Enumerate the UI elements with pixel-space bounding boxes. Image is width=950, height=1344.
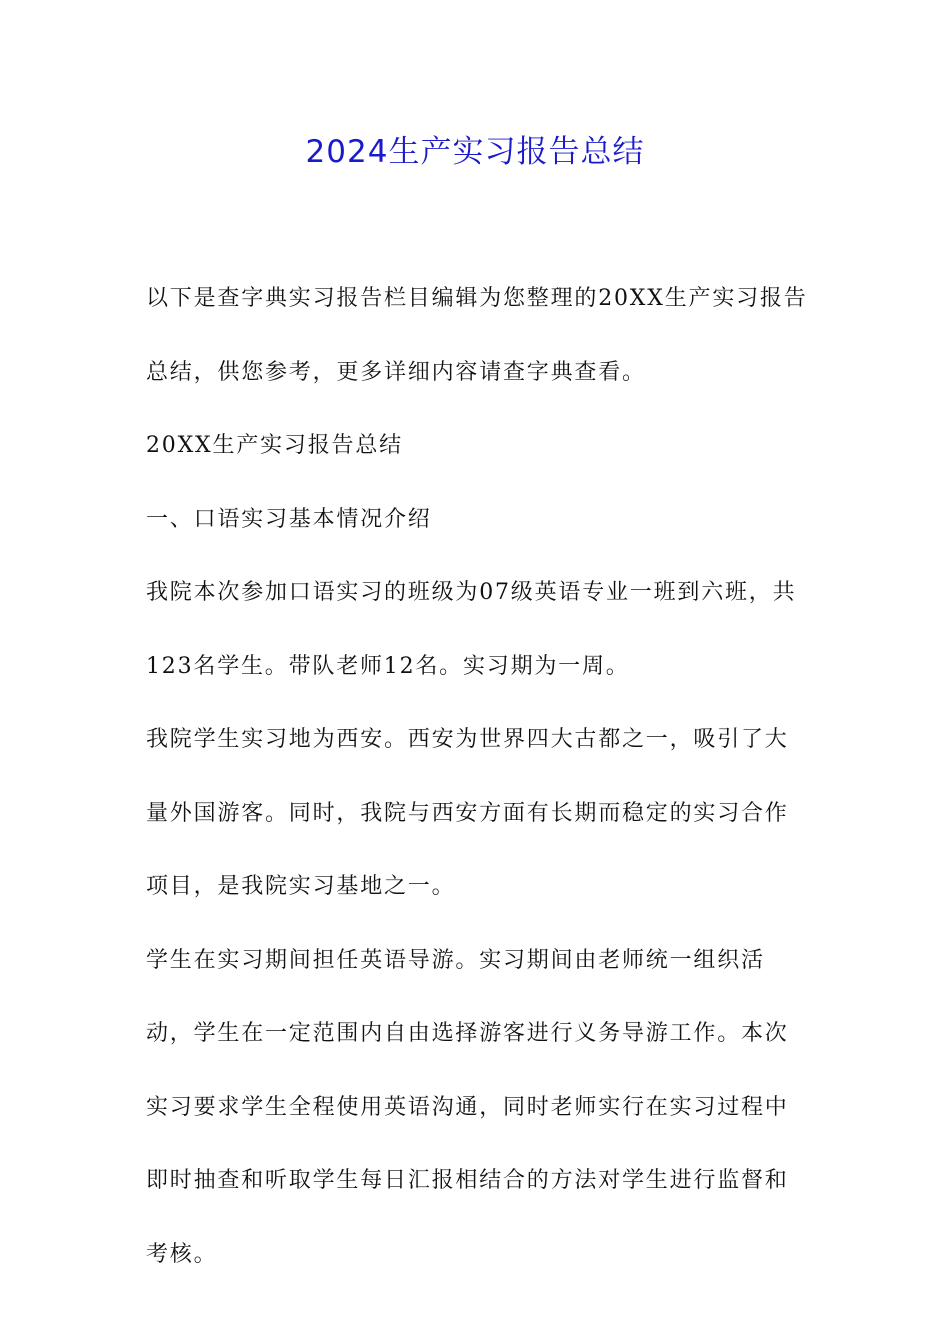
paragraph-intro: 以下是查字典实习报告栏目编辑为您整理的20XX生产实习报告总结，供您参考，更多详细内容请查字典查看。: [146, 286, 808, 385]
paragraph-activities: 学生在实习期间担任英语导游。实习期间由老师统一组织活动，学生在一定范围内自由选择游客进行义务导游工作。本次实习要求学生全程使用英语沟通，同时老师实行在实习过程中即时抽查和听取学生每日汇报相结合的方法对学生进行监督和考核。: [146, 947, 789, 1267]
paragraph-location: 我院学生实习地为西安。西安为世界四大古都之一，吸引了大量外国游客。同时，我院与西安方面有长期而稳定的实习合作项目，是我院实习基地之一。: [146, 727, 789, 899]
paragraph-subtitle: 20XX生产实习报告总结: [146, 433, 403, 458]
paragraph-class-info: 我院本次参加口语实习的班级为07级英语专业一班到六班，共123名学生。带队老师12名。实习期为一周。: [146, 580, 797, 679]
document-title: 2024生产实习报告总结: [305, 134, 645, 170]
paragraph-section-heading: 一、口语实习基本情况介绍: [146, 506, 432, 532]
document-body: [146, 262, 810, 1291]
